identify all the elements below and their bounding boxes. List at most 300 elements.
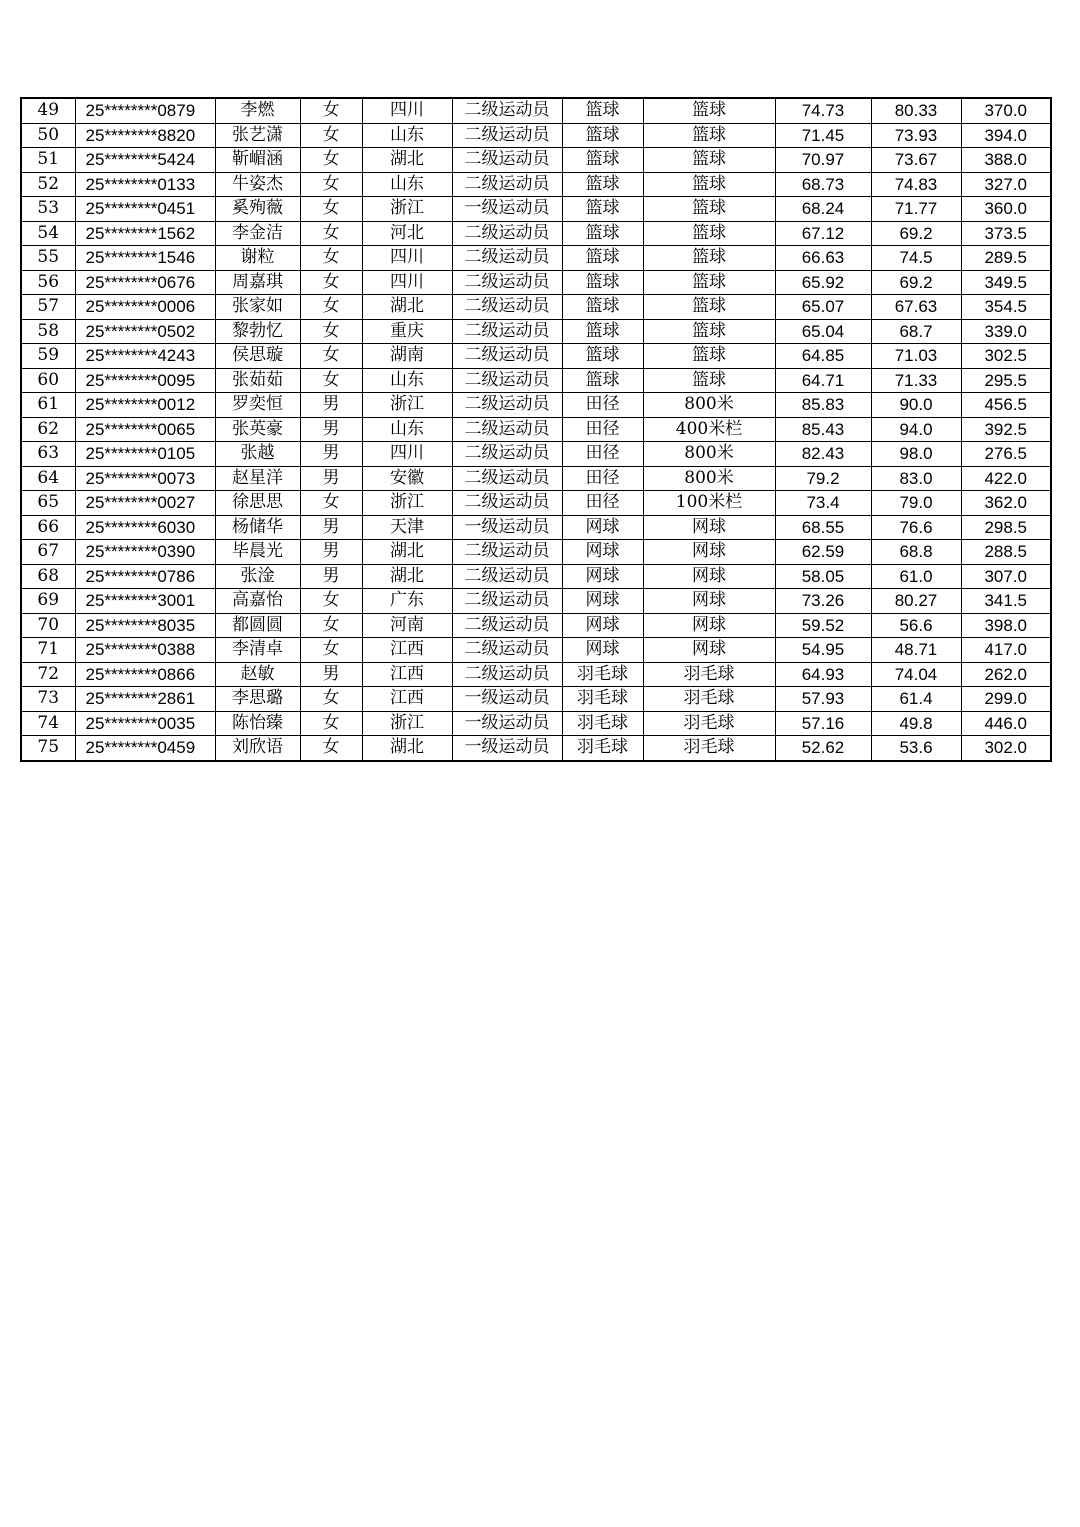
cell-score-a: 57.93 — [775, 687, 871, 712]
cell-athlete-level: 二级运动员 — [452, 638, 562, 663]
table-row — [21, 197, 1051, 222]
cell-sport: 篮球 — [562, 344, 643, 369]
cell-exam-id: 25********0866 — [75, 662, 215, 687]
cell-name: 都圆圆 — [215, 613, 300, 638]
cell-name: 张茹茹 — [215, 368, 300, 393]
cell-event: 篮球 — [643, 368, 775, 393]
cell-score-a: 73.4 — [775, 491, 871, 516]
cell-event: 网球 — [643, 589, 775, 614]
cell-athlete-level: 二级运动员 — [452, 221, 562, 246]
cell-exam-id: 25********2861 — [75, 687, 215, 712]
cell-province: 重庆 — [362, 319, 452, 344]
cell-name: 高嘉怡 — [215, 589, 300, 614]
cell-row-number: 58 — [21, 319, 75, 344]
cell-exam-id: 25********0105 — [75, 442, 215, 467]
cell-exam-id: 25********0459 — [75, 736, 215, 761]
cell-score-a: 82.43 — [775, 442, 871, 467]
cell-event: 篮球 — [643, 246, 775, 271]
cell-athlete-level: 二级运动员 — [452, 344, 562, 369]
cell-event: 网球 — [643, 515, 775, 540]
cell-gender: 女 — [300, 123, 362, 148]
cell-row-number: 51 — [21, 148, 75, 173]
cell-sport: 网球 — [562, 613, 643, 638]
cell-exam-id: 25********0879 — [75, 98, 215, 123]
cell-athlete-level: 一级运动员 — [452, 687, 562, 712]
cell-province: 山东 — [362, 172, 452, 197]
cell-score-b: 67.63 — [871, 295, 961, 320]
cell-score-a: 71.45 — [775, 123, 871, 148]
cell-province: 湖北 — [362, 295, 452, 320]
cell-province: 山东 — [362, 123, 452, 148]
cell-score-b: 80.33 — [871, 98, 961, 123]
cell-province: 广东 — [362, 589, 452, 614]
cell-exam-id: 25********0027 — [75, 491, 215, 516]
cell-score-a: 79.2 — [775, 466, 871, 491]
cell-athlete-level: 二级运动员 — [452, 540, 562, 565]
cell-score-c: 276.5 — [961, 442, 1051, 467]
table-row — [21, 123, 1051, 148]
cell-name: 张英豪 — [215, 417, 300, 442]
cell-score-a: 85.43 — [775, 417, 871, 442]
cell-event: 羽毛球 — [643, 736, 775, 761]
cell-name: 毕晨光 — [215, 540, 300, 565]
cell-exam-id: 25********1562 — [75, 221, 215, 246]
cell-gender: 女 — [300, 98, 362, 123]
cell-exam-id: 25********1546 — [75, 246, 215, 271]
cell-score-a: 52.62 — [775, 736, 871, 761]
cell-sport: 羽毛球 — [562, 736, 643, 761]
cell-sport: 篮球 — [562, 221, 643, 246]
cell-score-a: 66.63 — [775, 246, 871, 271]
cell-name: 刘欣语 — [215, 736, 300, 761]
cell-event: 800米 — [643, 442, 775, 467]
cell-event: 网球 — [643, 638, 775, 663]
cell-gender: 女 — [300, 197, 362, 222]
table-row — [21, 711, 1051, 736]
cell-province: 河北 — [362, 221, 452, 246]
cell-athlete-level: 一级运动员 — [452, 197, 562, 222]
cell-gender: 女 — [300, 344, 362, 369]
cell-score-a: 64.71 — [775, 368, 871, 393]
cell-athlete-level: 二级运动员 — [452, 564, 562, 589]
cell-sport: 篮球 — [562, 98, 643, 123]
cell-row-number: 56 — [21, 270, 75, 295]
cell-score-b: 83.0 — [871, 466, 961, 491]
cell-athlete-level: 二级运动员 — [452, 466, 562, 491]
cell-score-a: 64.93 — [775, 662, 871, 687]
cell-name: 周嘉琪 — [215, 270, 300, 295]
table-row — [21, 491, 1051, 516]
cell-province: 山东 — [362, 417, 452, 442]
cell-event: 网球 — [643, 613, 775, 638]
cell-score-c: 354.5 — [961, 295, 1051, 320]
cell-score-a: 57.16 — [775, 711, 871, 736]
cell-gender: 女 — [300, 687, 362, 712]
cell-sport: 篮球 — [562, 270, 643, 295]
cell-score-c: 373.5 — [961, 221, 1051, 246]
cell-row-number: 50 — [21, 123, 75, 148]
cell-score-c: 288.5 — [961, 540, 1051, 565]
cell-sport: 田径 — [562, 466, 643, 491]
cell-name: 张越 — [215, 442, 300, 467]
table-row — [21, 368, 1051, 393]
cell-province: 山东 — [362, 368, 452, 393]
cell-athlete-level: 二级运动员 — [452, 613, 562, 638]
table-row — [21, 319, 1051, 344]
cell-exam-id: 25********0006 — [75, 295, 215, 320]
cell-province: 四川 — [362, 98, 452, 123]
cell-name: 李金洁 — [215, 221, 300, 246]
cell-row-number: 49 — [21, 98, 75, 123]
cell-province: 浙江 — [362, 393, 452, 418]
cell-athlete-level: 一级运动员 — [452, 711, 562, 736]
cell-row-number: 64 — [21, 466, 75, 491]
cell-sport: 网球 — [562, 540, 643, 565]
table-row — [21, 417, 1051, 442]
cell-province: 四川 — [362, 442, 452, 467]
cell-athlete-level: 二级运动员 — [452, 98, 562, 123]
cell-score-a: 68.24 — [775, 197, 871, 222]
cell-row-number: 67 — [21, 540, 75, 565]
cell-row-number: 72 — [21, 662, 75, 687]
cell-score-a: 68.55 — [775, 515, 871, 540]
cell-gender: 男 — [300, 417, 362, 442]
cell-score-c: 302.5 — [961, 344, 1051, 369]
cell-row-number: 71 — [21, 638, 75, 663]
cell-score-c: 398.0 — [961, 613, 1051, 638]
cell-gender: 男 — [300, 540, 362, 565]
cell-score-b: 71.03 — [871, 344, 961, 369]
cell-exam-id: 25********0095 — [75, 368, 215, 393]
cell-province: 河南 — [362, 613, 452, 638]
cell-exam-id: 25********0451 — [75, 197, 215, 222]
cell-exam-id: 25********8035 — [75, 613, 215, 638]
cell-name: 牛姿杰 — [215, 172, 300, 197]
cell-gender: 女 — [300, 319, 362, 344]
cell-row-number: 52 — [21, 172, 75, 197]
cell-score-c: 446.0 — [961, 711, 1051, 736]
cell-score-c: 295.5 — [961, 368, 1051, 393]
cell-province: 浙江 — [362, 711, 452, 736]
table-body — [21, 98, 1051, 761]
cell-row-number: 65 — [21, 491, 75, 516]
cell-name: 张艺潇 — [215, 123, 300, 148]
cell-gender: 女 — [300, 172, 362, 197]
cell-sport: 篮球 — [562, 123, 643, 148]
cell-sport: 羽毛球 — [562, 687, 643, 712]
cell-score-c: 262.0 — [961, 662, 1051, 687]
cell-sport: 田径 — [562, 417, 643, 442]
cell-score-c: 422.0 — [961, 466, 1051, 491]
cell-exam-id: 25********3001 — [75, 589, 215, 614]
cell-sport: 篮球 — [562, 197, 643, 222]
cell-athlete-level: 二级运动员 — [452, 491, 562, 516]
cell-row-number: 62 — [21, 417, 75, 442]
cell-sport: 网球 — [562, 515, 643, 540]
cell-sport: 田径 — [562, 393, 643, 418]
cell-event: 篮球 — [643, 221, 775, 246]
cell-score-b: 90.0 — [871, 393, 961, 418]
table-row — [21, 442, 1051, 467]
table-row — [21, 148, 1051, 173]
table-row — [21, 564, 1051, 589]
cell-province: 江西 — [362, 662, 452, 687]
table-row — [21, 540, 1051, 565]
cell-score-c: 302.0 — [961, 736, 1051, 761]
cell-score-a: 68.73 — [775, 172, 871, 197]
cell-province: 湖北 — [362, 564, 452, 589]
cell-athlete-level: 二级运动员 — [452, 417, 562, 442]
cell-score-a: 70.97 — [775, 148, 871, 173]
cell-score-c: 360.0 — [961, 197, 1051, 222]
cell-exam-id: 25********0502 — [75, 319, 215, 344]
cell-province: 天津 — [362, 515, 452, 540]
cell-exam-id: 25********4243 — [75, 344, 215, 369]
cell-score-b: 48.71 — [871, 638, 961, 663]
cell-athlete-level: 二级运动员 — [452, 662, 562, 687]
cell-gender: 女 — [300, 711, 362, 736]
cell-score-b: 94.0 — [871, 417, 961, 442]
cell-score-c: 289.5 — [961, 246, 1051, 271]
table-row — [21, 687, 1051, 712]
cell-score-c: 298.5 — [961, 515, 1051, 540]
cell-score-b: 49.8 — [871, 711, 961, 736]
cell-score-b: 73.93 — [871, 123, 961, 148]
table-row — [21, 172, 1051, 197]
cell-event: 篮球 — [643, 197, 775, 222]
cell-athlete-level: 二级运动员 — [452, 393, 562, 418]
cell-province: 安徽 — [362, 466, 452, 491]
table-row — [21, 662, 1051, 687]
cell-province: 江西 — [362, 687, 452, 712]
cell-name: 谢粒 — [215, 246, 300, 271]
table-row — [21, 466, 1051, 491]
cell-score-b: 71.33 — [871, 368, 961, 393]
table-row — [21, 613, 1051, 638]
cell-score-a: 85.83 — [775, 393, 871, 418]
cell-row-number: 54 — [21, 221, 75, 246]
cell-score-b: 71.77 — [871, 197, 961, 222]
cell-gender: 男 — [300, 466, 362, 491]
cell-gender: 男 — [300, 393, 362, 418]
cell-row-number: 55 — [21, 246, 75, 271]
cell-name: 奚殉薇 — [215, 197, 300, 222]
table-row — [21, 589, 1051, 614]
cell-sport: 网球 — [562, 638, 643, 663]
cell-name: 杨储华 — [215, 515, 300, 540]
cell-score-c: 349.5 — [961, 270, 1051, 295]
cell-event: 篮球 — [643, 319, 775, 344]
table-row — [21, 270, 1051, 295]
cell-score-b: 61.4 — [871, 687, 961, 712]
cell-name: 张家如 — [215, 295, 300, 320]
cell-event: 篮球 — [643, 295, 775, 320]
cell-gender: 女 — [300, 148, 362, 173]
cell-exam-id: 25********0390 — [75, 540, 215, 565]
cell-province: 四川 — [362, 270, 452, 295]
cell-gender: 男 — [300, 564, 362, 589]
cell-row-number: 68 — [21, 564, 75, 589]
cell-score-a: 67.12 — [775, 221, 871, 246]
cell-score-b: 61.0 — [871, 564, 961, 589]
cell-sport: 田径 — [562, 491, 643, 516]
cell-row-number: 75 — [21, 736, 75, 761]
cell-exam-id: 25********0012 — [75, 393, 215, 418]
cell-name: 张淦 — [215, 564, 300, 589]
table-row — [21, 736, 1051, 761]
cell-score-c: 341.5 — [961, 589, 1051, 614]
cell-event: 网球 — [643, 540, 775, 565]
cell-gender: 女 — [300, 736, 362, 761]
cell-sport: 篮球 — [562, 368, 643, 393]
cell-name: 李清卓 — [215, 638, 300, 663]
cell-score-c: 417.0 — [961, 638, 1051, 663]
table-row — [21, 393, 1051, 418]
cell-name: 侯思璇 — [215, 344, 300, 369]
table-row — [21, 221, 1051, 246]
cell-athlete-level: 二级运动员 — [452, 319, 562, 344]
cell-score-b: 76.6 — [871, 515, 961, 540]
cell-score-b: 68.8 — [871, 540, 961, 565]
cell-province: 浙江 — [362, 197, 452, 222]
cell-row-number: 66 — [21, 515, 75, 540]
cell-score-a: 64.85 — [775, 344, 871, 369]
cell-row-number: 53 — [21, 197, 75, 222]
cell-gender: 女 — [300, 638, 362, 663]
cell-sport: 羽毛球 — [562, 662, 643, 687]
table-row — [21, 515, 1051, 540]
cell-score-c: 307.0 — [961, 564, 1051, 589]
cell-province: 四川 — [362, 246, 452, 271]
cell-row-number: 60 — [21, 368, 75, 393]
cell-row-number: 63 — [21, 442, 75, 467]
cell-score-b: 69.2 — [871, 270, 961, 295]
cell-sport: 篮球 — [562, 172, 643, 197]
cell-gender: 女 — [300, 270, 362, 295]
cell-score-a: 65.07 — [775, 295, 871, 320]
cell-athlete-level: 一级运动员 — [452, 515, 562, 540]
cell-score-a: 65.92 — [775, 270, 871, 295]
cell-gender: 女 — [300, 368, 362, 393]
cell-score-b: 79.0 — [871, 491, 961, 516]
cell-score-b: 74.83 — [871, 172, 961, 197]
cell-score-c: 388.0 — [961, 148, 1051, 173]
cell-province: 湖北 — [362, 540, 452, 565]
cell-exam-id: 25********0035 — [75, 711, 215, 736]
cell-gender: 男 — [300, 442, 362, 467]
cell-exam-id: 25********5424 — [75, 148, 215, 173]
cell-score-a: 73.26 — [775, 589, 871, 614]
cell-sport: 篮球 — [562, 295, 643, 320]
cell-score-c: 392.5 — [961, 417, 1051, 442]
cell-score-a: 65.04 — [775, 319, 871, 344]
cell-athlete-level: 二级运动员 — [452, 442, 562, 467]
cell-province: 湖南 — [362, 344, 452, 369]
cell-exam-id: 25********0073 — [75, 466, 215, 491]
cell-event: 篮球 — [643, 344, 775, 369]
cell-athlete-level: 二级运动员 — [452, 172, 562, 197]
cell-name: 徐思思 — [215, 491, 300, 516]
cell-name: 陈怡臻 — [215, 711, 300, 736]
cell-row-number: 61 — [21, 393, 75, 418]
cell-exam-id: 25********0065 — [75, 417, 215, 442]
cell-event: 羽毛球 — [643, 711, 775, 736]
cell-gender: 女 — [300, 491, 362, 516]
table-row — [21, 246, 1051, 271]
cell-sport: 篮球 — [562, 148, 643, 173]
cell-score-b: 80.27 — [871, 589, 961, 614]
cell-score-c: 370.0 — [961, 98, 1051, 123]
cell-sport: 田径 — [562, 442, 643, 467]
cell-gender: 女 — [300, 221, 362, 246]
athlete-roster-table — [20, 97, 1052, 762]
cell-event: 篮球 — [643, 98, 775, 123]
cell-athlete-level: 二级运动员 — [452, 295, 562, 320]
cell-score-b: 73.67 — [871, 148, 961, 173]
cell-gender: 女 — [300, 246, 362, 271]
cell-event: 篮球 — [643, 172, 775, 197]
cell-event: 篮球 — [643, 123, 775, 148]
table-row — [21, 638, 1051, 663]
cell-name: 李燃 — [215, 98, 300, 123]
cell-athlete-level: 二级运动员 — [452, 246, 562, 271]
cell-gender: 男 — [300, 515, 362, 540]
cell-gender: 女 — [300, 295, 362, 320]
cell-exam-id: 25********0786 — [75, 564, 215, 589]
cell-score-a: 54.95 — [775, 638, 871, 663]
cell-athlete-level: 一级运动员 — [452, 736, 562, 761]
cell-score-c: 299.0 — [961, 687, 1051, 712]
cell-name: 赵敏 — [215, 662, 300, 687]
cell-score-c: 394.0 — [961, 123, 1051, 148]
cell-score-a: 74.73 — [775, 98, 871, 123]
cell-row-number: 73 — [21, 687, 75, 712]
cell-name: 赵星洋 — [215, 466, 300, 491]
cell-row-number: 69 — [21, 589, 75, 614]
cell-score-a: 62.59 — [775, 540, 871, 565]
cell-province: 湖北 — [362, 736, 452, 761]
cell-event: 800米 — [643, 466, 775, 491]
cell-row-number: 70 — [21, 613, 75, 638]
cell-score-b: 98.0 — [871, 442, 961, 467]
cell-score-a: 58.05 — [775, 564, 871, 589]
cell-score-b: 69.2 — [871, 221, 961, 246]
cell-score-c: 362.0 — [961, 491, 1051, 516]
cell-row-number: 57 — [21, 295, 75, 320]
cell-score-c: 327.0 — [961, 172, 1051, 197]
cell-sport: 网球 — [562, 589, 643, 614]
cell-event: 羽毛球 — [643, 687, 775, 712]
cell-athlete-level: 二级运动员 — [452, 148, 562, 173]
cell-province: 浙江 — [362, 491, 452, 516]
cell-name: 李思璐 — [215, 687, 300, 712]
cell-score-c: 339.0 — [961, 319, 1051, 344]
cell-name: 靳嵋涵 — [215, 148, 300, 173]
cell-event: 羽毛球 — [643, 662, 775, 687]
cell-event: 800米 — [643, 393, 775, 418]
table-row — [21, 295, 1051, 320]
table-row — [21, 98, 1051, 123]
cell-sport: 羽毛球 — [562, 711, 643, 736]
cell-event: 网球 — [643, 564, 775, 589]
cell-score-b: 74.04 — [871, 662, 961, 687]
cell-sport: 篮球 — [562, 246, 643, 271]
cell-event: 篮球 — [643, 148, 775, 173]
cell-name: 罗奕恒 — [215, 393, 300, 418]
cell-athlete-level: 二级运动员 — [452, 368, 562, 393]
cell-sport: 网球 — [562, 564, 643, 589]
cell-province: 江西 — [362, 638, 452, 663]
